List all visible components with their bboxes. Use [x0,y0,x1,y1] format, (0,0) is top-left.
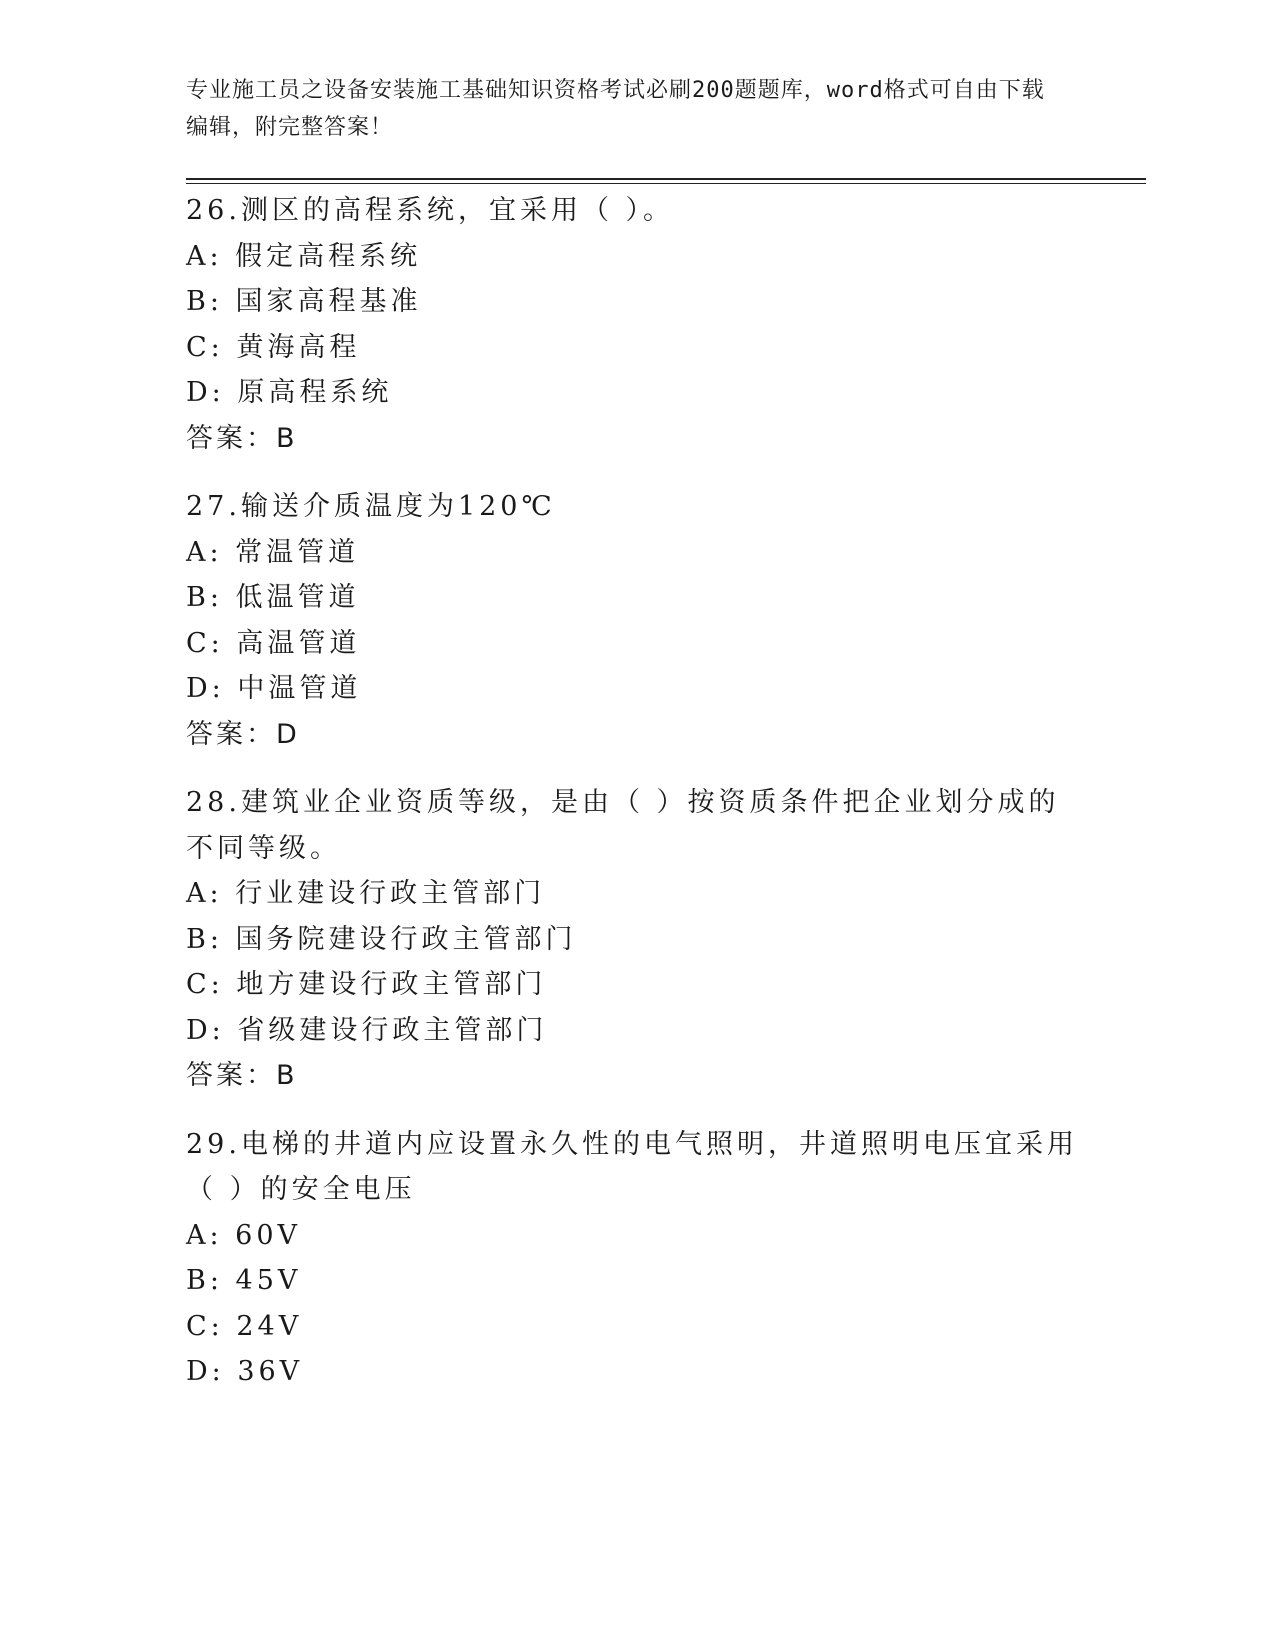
question-27 [186,484,1086,757]
option-d: D: 中温管道 [186,673,362,704]
question-list [186,188,1086,1418]
option-c: C: 高温管道 [186,627,361,659]
option-a: A: 行业建设行政主管部门 [186,878,546,909]
option-b: B: 国务院建设行政主管部门 [186,923,577,955]
option-b: B: 国家高程基准 [186,286,422,317]
option-a: A: 常温管道 [186,536,360,568]
option-a: A: 假定高程系统 [186,240,422,272]
document-header: 专业施工员之设备安装施工基础知识资格考试必刷200题题库，word格式可自由下载编辑，附完整答案！ [186,78,1045,140]
option-b: B: 低温管道 [186,582,360,613]
question-28 [186,780,1086,1099]
header-divider-thin [186,183,1146,184]
question-29 [186,1122,1086,1395]
option-d: D: 36V [186,1356,304,1387]
option-a: A: 60V [186,1219,302,1251]
header-divider [186,178,1146,180]
question-26 [186,188,1086,461]
question-stem: 28.建筑业企业资质等级，是由（ ）按资质条件把企业划分成的不同等级。 [186,787,1060,864]
option-c: C: 24V [186,1310,303,1342]
option-d: D: 省级建设行政主管部门 [186,1014,548,1046]
option-b: B: 45V [186,1265,302,1296]
answer: 答案：B [186,422,298,454]
question-stem: 29.电梯的井道内应设置永久性的电气照明，井道照明电压宜采用（ ）的安全电压 [186,1128,1078,1205]
option-d: D: 原高程系统 [186,377,393,408]
option-c: C: 地方建设行政主管部门 [186,969,547,1000]
question-stem: 26.测区的高程系统，宜采用（ ）。 [186,195,675,226]
answer: 答案：D [186,718,300,750]
answer: 答案：B [186,1060,298,1091]
question-stem: 27.输送介质温度为120℃ [186,491,556,522]
option-c: C: 黄海高程 [186,331,361,363]
